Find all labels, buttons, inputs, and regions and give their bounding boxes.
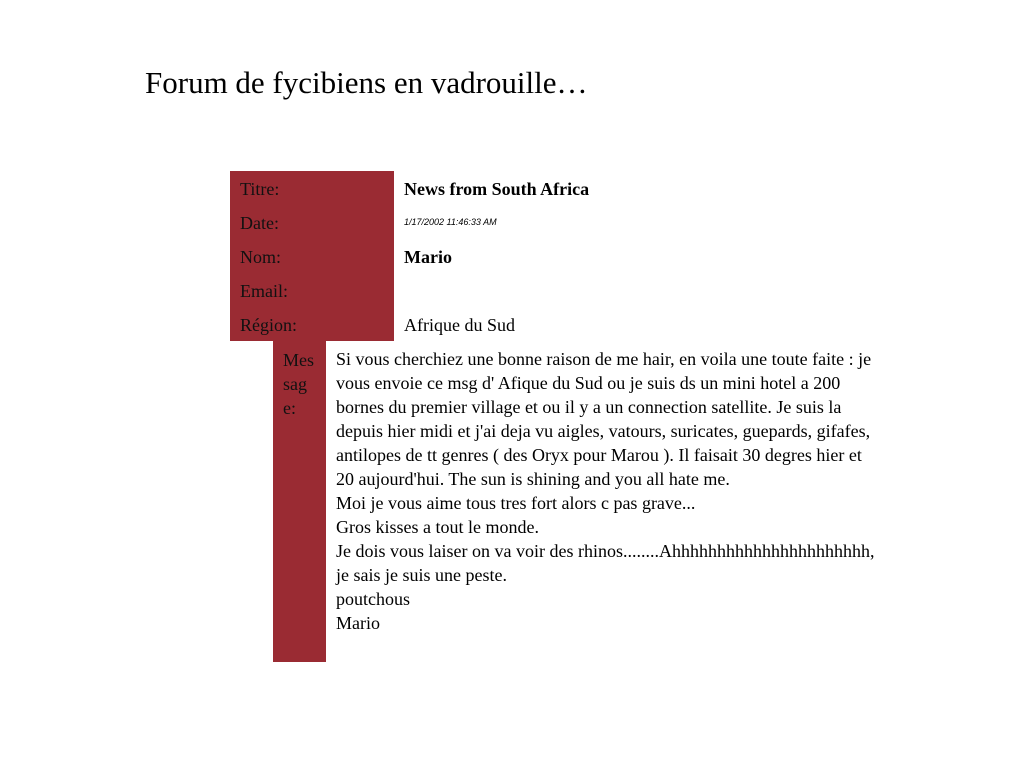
message-paragraph: Moi je vous aime tous tres fort alors c pas grave... [336, 493, 696, 513]
author-name: Mario [404, 247, 452, 267]
message-paragraph: Si vous cherchiez une bonne raison de me hair, en voila une toute faite : je vous envoie ce msg d' Afique du Sud ou je suis ds un mini hotel a 200 bornes du premier village et ou il y a un connection satellite. Je suis la depuis hier midi et j'ai deja vu aigles, vatours, suricates, guepards, gifafes, antilopes de tt genres ( des Oryx pour Marou ). Il faisait 30 degres hier et 20 aujourd'hui. The sun is shining and you all hate me. [336, 349, 872, 489]
region-label: Région: [240, 315, 297, 335]
message-paragraph: Gros kisses a tout le monde. [336, 517, 539, 537]
message-paragraph: Je dois vous laiser on va voir des rhinos........Ahhhhhhhhhhhhhhhhhhhhhh, je sais je suis une peste. [336, 541, 875, 585]
message-body [336, 347, 881, 635]
post-title: News from South Africa [404, 179, 590, 199]
email-label: Email: [240, 281, 288, 301]
message-label: Message: [283, 350, 314, 418]
name-label: Nom: [240, 247, 282, 267]
date-label: Date: [240, 213, 279, 233]
post-region: Afrique du Sud [404, 315, 515, 335]
title-label: Titre: [240, 179, 280, 199]
message-signature: Mario [336, 613, 380, 633]
page-title: Forum de fycibiens en vadrouille… [145, 65, 588, 100]
message-signoff: poutchous [336, 589, 410, 609]
post-date: 1/17/2002 11:46:33 AM [404, 217, 497, 227]
